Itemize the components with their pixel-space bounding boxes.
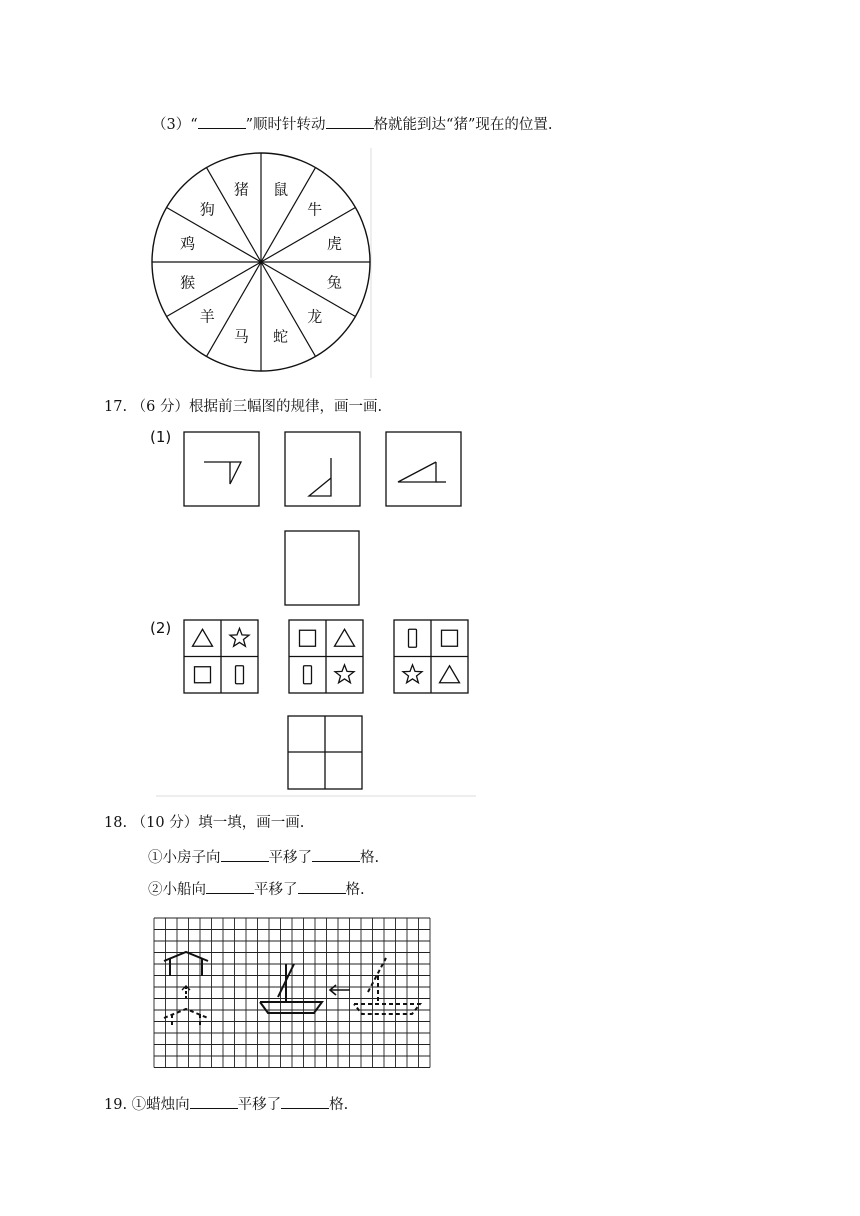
part1-label: (1) [150, 428, 172, 446]
rect-icon [236, 666, 244, 684]
zodiac-wheel [150, 148, 370, 378]
square-icon [300, 630, 316, 646]
zodiac-label: 马 [233, 327, 249, 346]
zodiac-label: 虎 [326, 234, 342, 253]
dashed-boat-figure [354, 958, 420, 1014]
square-icon [442, 630, 458, 646]
candle-direction-blank[interactable] [190, 1094, 238, 1109]
star-icon [403, 665, 422, 683]
zodiac-label: 鼠 [273, 180, 289, 199]
zodiac-label: 蛇 [273, 327, 289, 346]
triangle-icon [193, 629, 213, 646]
boat-direction-blank[interactable] [206, 879, 254, 894]
rect-icon [409, 629, 417, 647]
rotation-box-3 [386, 432, 461, 506]
part2-label: (2) [150, 619, 172, 637]
house-steps-blank[interactable] [312, 847, 360, 862]
pattern-grid [394, 620, 468, 693]
q17-figures [146, 420, 486, 820]
candle-steps-blank[interactable] [281, 1094, 329, 1109]
question-17-heading: 17. （6 分）根据前三幅图的规律，画一画. [104, 399, 383, 415]
question-19: 19. ①蜡烛向 平移了 格. [104, 1093, 348, 1114]
star-icon [335, 665, 354, 683]
triangle-icon [335, 629, 355, 646]
house-figure [164, 952, 208, 1026]
zodiac-label: 猴 [180, 273, 196, 292]
zodiac-label: 牛 [307, 200, 323, 219]
answer-grid-part2[interactable] [288, 716, 362, 789]
zodiac-label: 狗 [199, 200, 215, 219]
question-18-heading: 18. （10 分）填一填，画一画. [104, 815, 305, 831]
rotation-box-2 [285, 432, 360, 506]
zodiac-label: 猪 [233, 180, 249, 199]
answer-blank-steps[interactable] [326, 114, 374, 129]
question-18-line-1: ①小房子向 平移了 格. [148, 846, 379, 867]
boat-steps-blank[interactable] [298, 879, 346, 894]
house-direction-blank[interactable] [221, 847, 269, 862]
translation-grid [150, 914, 440, 1074]
zodiac-label: 羊 [199, 307, 215, 326]
answer-box-part1[interactable] [285, 531, 359, 605]
zodiac-label: 鸡 [180, 234, 196, 253]
zodiac-label: 龙 [307, 307, 323, 326]
rotation-box-1 [184, 432, 259, 506]
pattern-grid [289, 620, 363, 693]
question-18-line-2: ②小船向 平移了 格. [148, 878, 365, 899]
answer-blank-animal[interactable] [198, 114, 246, 129]
square-icon [195, 667, 211, 683]
zodiac-label: 兔 [326, 273, 342, 292]
pattern-grid [184, 620, 258, 693]
star-icon [230, 628, 249, 646]
rect-icon [304, 666, 312, 684]
left-arrow [330, 985, 350, 995]
question-16-part-3: （3）“ ”顺时针转动 格就能到达“猪”现在的位置. [152, 113, 553, 134]
triangle-icon [440, 666, 460, 683]
